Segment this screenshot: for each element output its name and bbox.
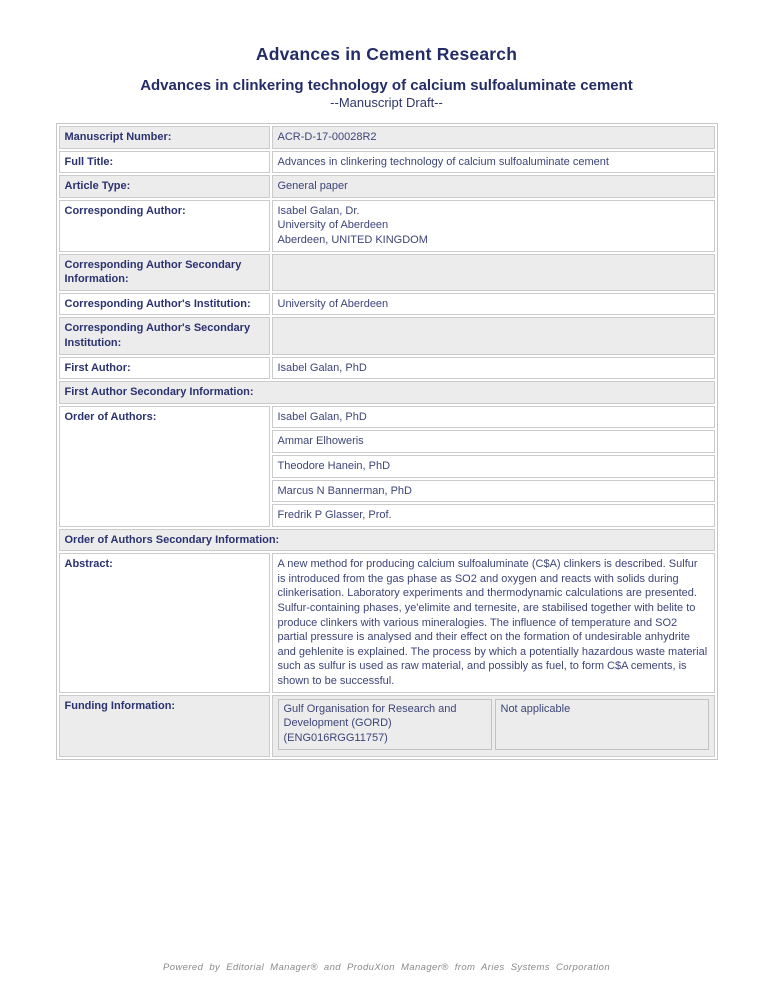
funding-value <box>272 695 715 758</box>
field-value: General paper <box>272 175 715 198</box>
field-label: Abstract: <box>59 553 270 692</box>
author-entry: Fredrik P Glasser, Prof. <box>272 504 715 527</box>
author-entry: Ammar Elhoweris <box>272 430 715 453</box>
field-label: Full Title: <box>59 151 270 174</box>
row-first-author-secondary-information <box>59 381 715 404</box>
corresponding-author-name: Isabel Galan, Dr. <box>277 204 360 217</box>
author-entry: Theodore Hanein, PhD <box>272 455 715 478</box>
corresponding-author-institution: University of Aberdeen <box>277 219 389 232</box>
author-entry: Marcus N Bannerman, PhD <box>272 480 715 503</box>
funding-grid <box>278 699 709 751</box>
field-value: Isabel Galan, PhD <box>272 357 715 380</box>
manuscript-draft-label: --Manuscript Draft-- <box>330 95 443 110</box>
funder-box <box>278 699 492 751</box>
field-label: Order of Authors: <box>59 406 270 527</box>
abstract-text: A new method for producing calcium sulfoaluminate (C$A) clinkers is described. Sulfur is introduced from the gas phase as SO2 and oxygen and reacts with solids during clinkerisation. Laboratory experiments and thermodynamic calculations are presented. Sulfur-containing phases, ye'elimite and ternesite, are stabilised together with belite to produce clinkers with various mineralogies. The influence of temperature and SO2 partial pressure is analysed and their effect on the formation of undesirable anhydrite and gehlenite is explained. The process by which a potentially hazardous waste material such as sulfur is used as raw material, and possibly as fuel, to form C$A cements, is shown to be successful. <box>272 553 715 692</box>
row-full-title <box>59 151 715 174</box>
row-abstract <box>59 553 715 692</box>
field-label: Manuscript Number: <box>59 126 270 149</box>
field-label-fullwidth: Order of Authors Secondary Information: <box>59 529 715 552</box>
field-label: Funding Information: <box>59 695 270 758</box>
field-label: Article Type: <box>59 175 270 198</box>
author-entry: Isabel Galan, PhD <box>272 406 715 429</box>
row-article-type <box>59 175 715 198</box>
row-order-of-authors <box>59 406 715 429</box>
field-value: Advances in clinkering technology of calcium sulfoaluminate cement <box>272 151 715 174</box>
field-value-empty <box>272 317 715 354</box>
field-value <box>272 200 715 252</box>
footer-text: Powered by Editorial Manager® and ProduXion Manager® from Aries Systems Corporation <box>163 962 610 973</box>
funding-note-box <box>495 699 709 751</box>
page-header <box>0 0 773 110</box>
row-manuscript-number <box>59 126 715 149</box>
funding-note: Not applicable <box>500 702 571 715</box>
grant-number: (ENG016RGG11757) <box>283 731 388 744</box>
field-value: University of Aberdeen <box>272 293 715 316</box>
row-corresponding-authors-institution <box>59 293 715 316</box>
field-label-fullwidth: First Author Secondary Information: <box>59 381 715 404</box>
row-order-of-authors-secondary-information <box>59 529 715 552</box>
journal-title: Advances in Cement Research <box>255 44 518 64</box>
row-corresponding-author <box>59 200 715 252</box>
manuscript-metadata-table <box>56 123 718 760</box>
field-label: Corresponding Author Secondary Information: <box>59 254 270 291</box>
row-first-author <box>59 357 715 380</box>
funder-name: Gulf Organisation for Research and Development (GORD) <box>283 702 457 730</box>
row-funding-information <box>59 695 715 758</box>
row-corresponding-authors-secondary-institution <box>59 317 715 354</box>
field-label: Corresponding Author: <box>59 200 270 252</box>
manuscript-title: Advances in clinkering technology of calcium sulfoaluminate cement <box>140 77 633 94</box>
field-label: Corresponding Author's Secondary Institution: <box>59 317 270 354</box>
field-value: ACR-D-17-00028R2 <box>272 126 715 149</box>
row-corresponding-author-secondary-information <box>59 254 715 291</box>
field-label: Corresponding Author's Institution: <box>59 293 270 316</box>
field-label: First Author: <box>59 357 270 380</box>
corresponding-author-location: Aberdeen, UNITED KINGDOM <box>277 233 428 246</box>
field-value-empty <box>272 254 715 291</box>
